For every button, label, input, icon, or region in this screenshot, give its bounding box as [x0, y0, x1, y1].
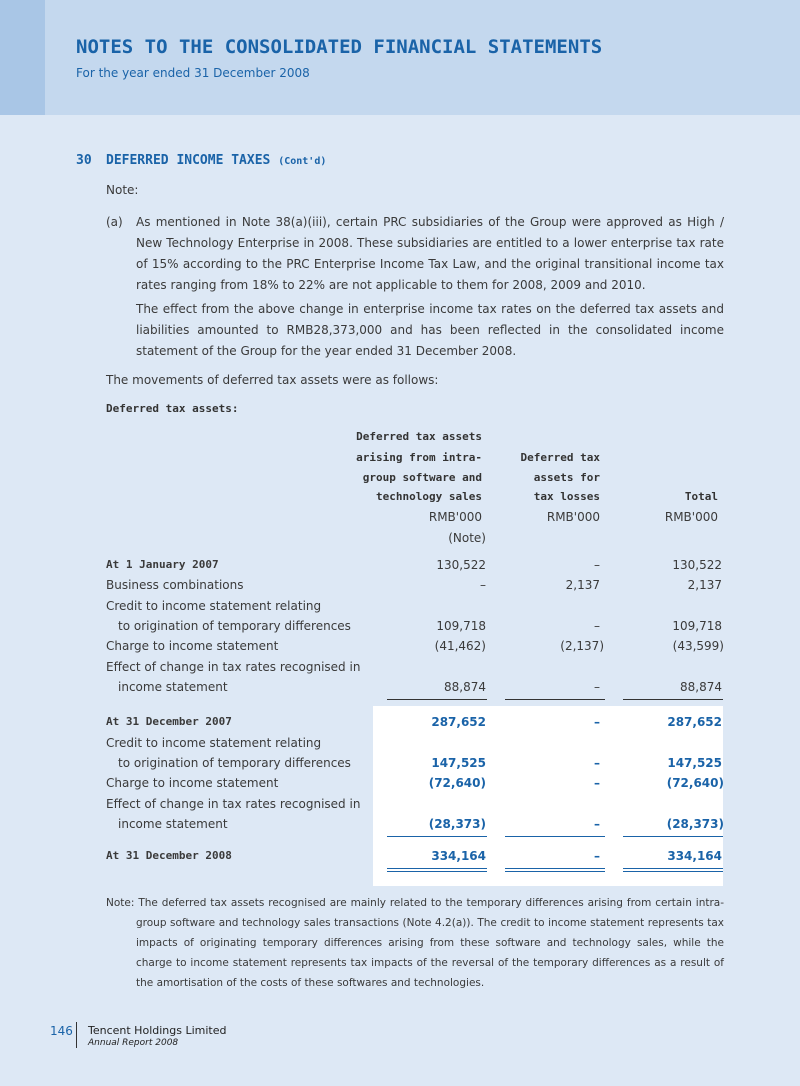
row-label: Effect of change in tax rates recognised in	[106, 660, 361, 674]
row-c2: –	[594, 680, 600, 694]
col1-header-line4: technology sales	[376, 490, 482, 503]
row-c1: 109,718	[436, 619, 486, 633]
col3-header: Total	[684, 490, 718, 503]
footer-report: Annual Report 2008	[88, 1038, 179, 1048]
row-c2: –	[594, 619, 600, 633]
header-accent-stripe	[0, 0, 45, 115]
subtotal-rule	[623, 699, 723, 700]
page-header	[0, 0, 800, 115]
section-number: 30	[76, 153, 92, 168]
row-c1: (41,462)	[434, 639, 486, 653]
para-a-label: (a)	[106, 215, 123, 229]
row-c2: –	[594, 817, 600, 831]
note-label: Note:	[106, 183, 139, 197]
row-c3: 287,652	[667, 715, 722, 729]
row-c1: 147,525	[431, 756, 486, 770]
col1-unit: RMB'000	[428, 510, 482, 524]
col2-unit: RMB'000	[546, 510, 600, 524]
subtotal-rule	[505, 836, 605, 837]
page-number: 146	[50, 1024, 73, 1038]
col1-header-line1: Deferred tax assets	[356, 430, 482, 443]
subtotal-rule	[623, 836, 723, 837]
row-c3: (28,373)	[666, 817, 724, 831]
total-double-rule	[505, 871, 605, 872]
row-label: Credit to income statement relating	[106, 599, 322, 613]
row-c2: –	[594, 849, 600, 863]
section-title	[76, 153, 326, 168]
row-c3: 334,164	[667, 849, 722, 863]
row-c3: 147,525	[667, 756, 722, 770]
col2-header-line2: assets for	[533, 471, 600, 484]
subtotal-rule	[505, 699, 605, 700]
page-title: NOTES TO THE CONSOLIDATED FINANCIAL STATEMENTS	[76, 36, 603, 58]
row-label: income statement	[118, 817, 228, 831]
row-label: Effect of change in tax rates recognised in	[106, 797, 361, 811]
page-subtitle: For the year ended 31 December 2008	[76, 66, 310, 80]
section-name: DEFERRED INCOME TAXES	[106, 153, 271, 168]
row-label: income statement	[118, 680, 228, 694]
row-label: Credit to income statement relating	[106, 736, 322, 750]
row-c2: (2,137)	[560, 639, 604, 653]
row-c1: 334,164	[431, 849, 486, 863]
col1-header-line3: group software and	[362, 471, 482, 484]
row-label: Business combinations	[106, 578, 244, 592]
col2-header-line1: Deferred tax	[520, 451, 600, 464]
col2-header-line3: tax losses	[533, 490, 600, 503]
footer-company: Tencent Holdings Limited	[88, 1024, 227, 1037]
row-c2: –	[594, 776, 600, 790]
row-label: Charge to income statement	[106, 639, 279, 653]
col1-note: (Note)	[448, 531, 486, 545]
row-c3: 130,522	[672, 558, 722, 572]
row-c2: –	[594, 715, 600, 729]
row-c3: (43,599)	[672, 639, 724, 653]
row-c3: 88,874	[680, 680, 722, 694]
row-c1: 287,652	[431, 715, 486, 729]
para-a2: The effect from the above change in enterprise income tax rates on the deferred tax assets and liabilities amounted to RMB28,373,000 and has been reflected in the consolidated income statement of the Group for the year ended 31 December 2008.	[136, 302, 724, 358]
row-c3: 109,718	[672, 619, 722, 633]
row-label: At 31 December 2008	[106, 849, 232, 862]
row-c2: –	[594, 558, 600, 572]
row-label: to origination of temporary differences	[118, 756, 351, 770]
row-c1: 88,874	[444, 680, 486, 694]
total-double-rule	[505, 868, 605, 869]
movements-text: The movements of deferred tax assets were as follows:	[106, 373, 439, 387]
row-c1: 130,522	[436, 558, 486, 572]
subtotal-rule	[387, 699, 487, 700]
col1-header-line2: arising from intra-	[356, 451, 482, 464]
total-double-rule	[623, 871, 723, 872]
row-label: to origination of temporary differences	[118, 619, 351, 633]
footnote-label: Note:	[106, 897, 135, 909]
table-title: Deferred tax assets:	[106, 402, 239, 415]
total-double-rule	[387, 871, 487, 872]
footer-divider	[76, 1022, 77, 1048]
footnote-text: The deferred tax assets recognised are mainly related to the temporary differences arising from certain intra-group software and technology sales transactions (Note 4.2(a)). The credit to income statement represents tax impacts of originating temporary differences arising from these software and technology sales, while the charge to income statement represents tax impacts of the reversal of the temporary differences as a result of the amortisation of the costs of these softwares and technologies.	[136, 897, 725, 989]
section-cont: (Cont'd)	[278, 156, 327, 167]
row-c1: (72,640)	[428, 776, 486, 790]
col3-unit: RMB'000	[664, 510, 718, 524]
row-c1: –	[480, 578, 486, 592]
row-c1: (28,373)	[428, 817, 486, 831]
row-c2: 2,137	[565, 578, 600, 592]
footnote	[106, 893, 724, 993]
total-double-rule	[387, 868, 487, 869]
row-label: At 1 January 2007	[106, 558, 219, 571]
para-a1: As mentioned in Note 38(a)(iii), certain PRC subsidiaries of the Group were approved as High / New Technology Enterprise in 2008. These subsidiaries are entitled to a lower enterprise tax rate of 15% according to the PRC Enterprise Income Tax Law, and the original transitional income tax rates ranging from 18% to 22% are not applicable to them for 2008, 2009 and 2010.	[136, 215, 724, 292]
row-c3: 2,137	[687, 578, 722, 592]
row-c2: –	[594, 756, 600, 770]
row-label: Charge to income statement	[106, 776, 279, 790]
total-double-rule	[623, 868, 723, 869]
subtotal-rule	[387, 836, 487, 837]
row-label: At 31 December 2007	[106, 715, 232, 728]
row-c3: (72,640)	[666, 776, 724, 790]
